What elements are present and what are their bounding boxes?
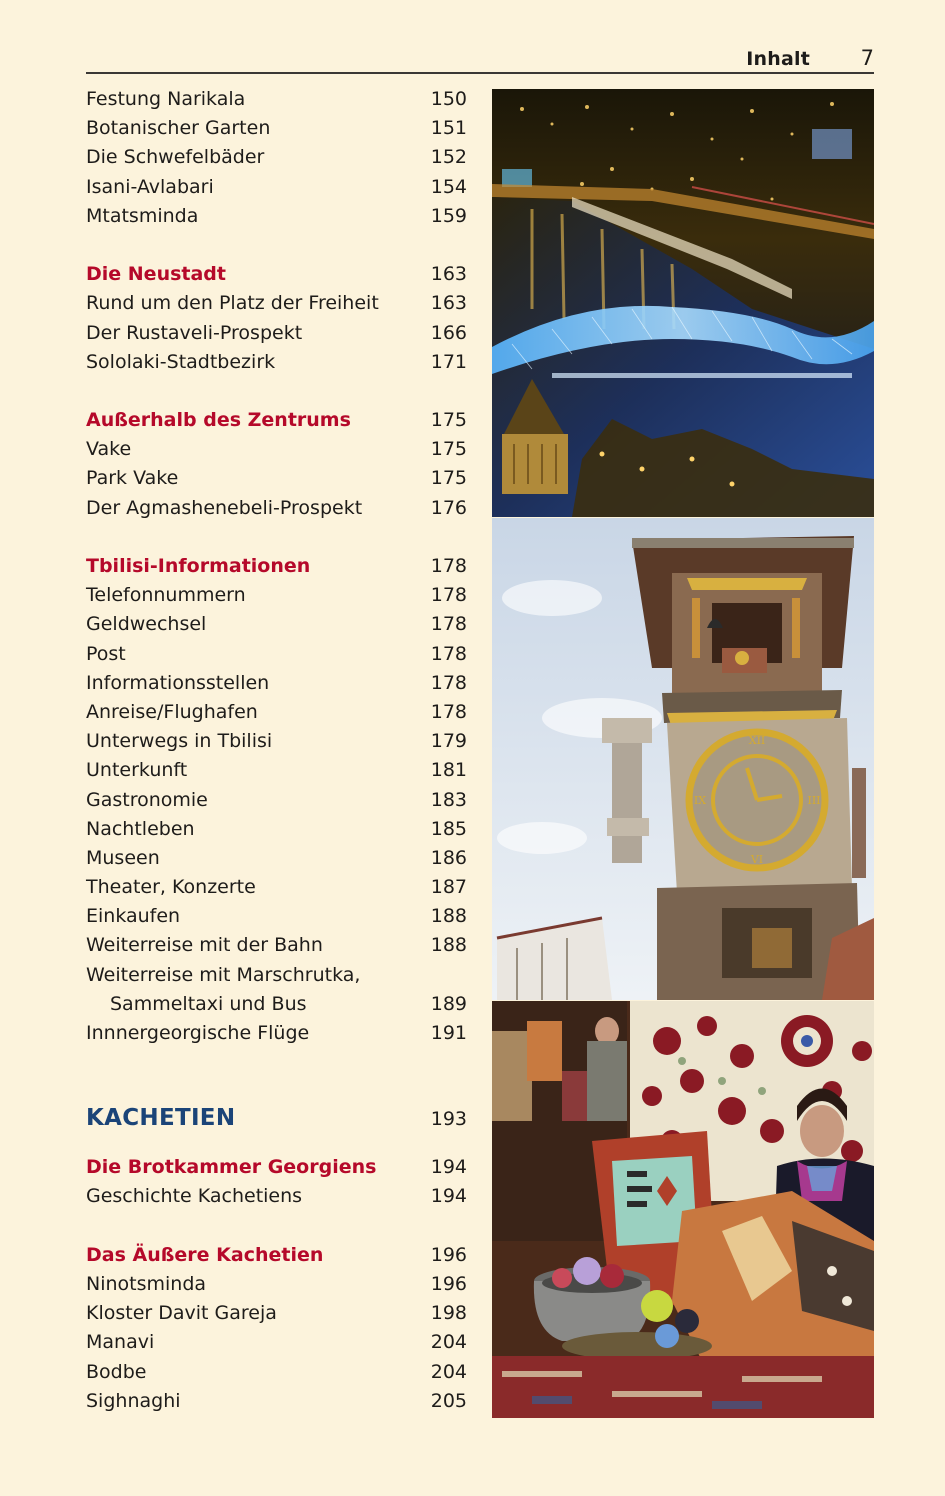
toc-entry[interactable] bbox=[86, 1270, 467, 1299]
toc-entry-title: Manavi bbox=[86, 1331, 155, 1354]
running-head-section: Inhalt bbox=[746, 48, 810, 70]
toc-section-title: Das Äußere Kachetien bbox=[86, 1243, 324, 1266]
toc-entry-title: Weiterreise mit Marschrutka, bbox=[86, 963, 361, 986]
toc-entry-page: 152 bbox=[430, 146, 467, 169]
toc-entry[interactable] bbox=[86, 756, 467, 785]
toc-entry[interactable] bbox=[86, 435, 467, 464]
toc-entry[interactable] bbox=[86, 786, 467, 815]
toc-entry-page: 151 bbox=[430, 117, 467, 140]
toc-entry[interactable] bbox=[86, 815, 467, 844]
toc-section-page: 163 bbox=[430, 263, 467, 286]
toc-entry[interactable] bbox=[86, 143, 467, 172]
toc-entry-page: 178 bbox=[430, 700, 467, 723]
toc-entry-page: 163 bbox=[430, 292, 467, 315]
clock-tower-image bbox=[492, 518, 874, 1000]
toc-entry-title: Ninotsminda bbox=[86, 1272, 207, 1295]
toc-section-heading[interactable] bbox=[86, 260, 467, 289]
toc-entry-page: 178 bbox=[430, 671, 467, 694]
toc-entry[interactable] bbox=[86, 669, 467, 698]
toc-entry[interactable] bbox=[86, 1387, 467, 1416]
toc-entry[interactable] bbox=[86, 640, 467, 669]
toc-entry-page: 181 bbox=[430, 759, 467, 782]
toc-entry-title: Isani-Avlabari bbox=[86, 175, 214, 198]
table-of-contents bbox=[86, 85, 467, 1416]
toc-entry[interactable] bbox=[86, 1299, 467, 1328]
toc-section-heading[interactable] bbox=[86, 552, 467, 581]
toc-entry-title: Weiterreise mit der Bahn bbox=[86, 934, 323, 957]
toc-entry-title: Anreise/Flughafen bbox=[86, 700, 258, 723]
toc-entry-title: Park Vake bbox=[86, 467, 179, 490]
toc-entry-page: 204 bbox=[430, 1360, 467, 1383]
toc-entry[interactable] bbox=[86, 1358, 467, 1387]
toc-entry-title: Einkaufen bbox=[86, 905, 181, 928]
spacer bbox=[86, 231, 467, 260]
toc-entry-page: 176 bbox=[430, 496, 467, 519]
toc-section-heading[interactable] bbox=[86, 1241, 467, 1270]
toc-entry-title: Innnergeorgische Flüge bbox=[86, 1022, 310, 1044]
toc-section-title: Tbilisi-Informationen bbox=[86, 555, 311, 577]
toc-entry[interactable] bbox=[86, 961, 467, 990]
toc-entry-page: 178 bbox=[430, 613, 467, 636]
toc-entry-title: Sammeltaxi und Bus bbox=[110, 992, 307, 1015]
toc-entry-title: Unterkunft bbox=[86, 759, 188, 782]
toc-entry[interactable] bbox=[86, 464, 467, 493]
toc-chapter-title: KACHETIEN bbox=[86, 1105, 236, 1132]
toc-entry-page: 188 bbox=[430, 934, 467, 957]
photo-clock-tower bbox=[492, 518, 874, 1000]
toc-section-heading[interactable] bbox=[86, 1153, 467, 1182]
toc-entry[interactable] bbox=[86, 494, 467, 523]
night-city-image bbox=[492, 89, 874, 517]
toc-entry-title: Informationsstellen bbox=[86, 671, 270, 694]
page-number: 7 bbox=[860, 46, 874, 70]
toc-entry-title: Gastronomie bbox=[86, 788, 208, 811]
toc-entry-title: Geldwechsel bbox=[86, 613, 207, 636]
toc-entry[interactable] bbox=[86, 581, 467, 610]
toc-entry-page: 205 bbox=[430, 1389, 467, 1412]
svg-text:III: III bbox=[807, 794, 821, 807]
spacer bbox=[86, 523, 467, 552]
toc-entry-page: 179 bbox=[430, 730, 467, 753]
toc-entry-title: Telefonnummern bbox=[86, 584, 246, 607]
toc-chapter-heading[interactable] bbox=[86, 1100, 467, 1136]
toc-entry[interactable] bbox=[86, 1019, 467, 1048]
svg-text:IX: IX bbox=[693, 794, 707, 807]
toc-section-title: Die Neustadt bbox=[86, 263, 226, 286]
toc-section-page: 196 bbox=[430, 1243, 467, 1266]
toc-entry-title: Festung Narikala bbox=[86, 88, 246, 110]
toc-chapter-page: 193 bbox=[430, 1108, 467, 1131]
toc-entry[interactable] bbox=[86, 114, 467, 143]
toc-section-page: 194 bbox=[430, 1156, 467, 1179]
toc-entry-page: 178 bbox=[430, 642, 467, 665]
toc-entry-title: Vake bbox=[86, 438, 132, 461]
toc-entry[interactable] bbox=[86, 610, 467, 639]
toc-entry[interactable] bbox=[86, 1328, 467, 1357]
toc-entry-title: Botanischer Garten bbox=[86, 117, 271, 140]
toc-entry-continuation[interactable] bbox=[86, 990, 467, 1019]
toc-entry-page: 175 bbox=[430, 467, 467, 490]
toc-entry-title: Mtatsminda bbox=[86, 204, 199, 227]
spacer bbox=[86, 377, 467, 406]
svg-text:VI: VI bbox=[750, 853, 764, 866]
toc-entry-title: Bodbe bbox=[86, 1360, 147, 1383]
toc-section-title: Die Brotkammer Georgiens bbox=[86, 1156, 377, 1179]
spacer bbox=[86, 1048, 467, 1100]
toc-entry-page: 175 bbox=[430, 438, 467, 461]
toc-section-page: 175 bbox=[430, 409, 467, 432]
toc-section-heading[interactable] bbox=[86, 406, 467, 435]
toc-entry-page: 178 bbox=[430, 584, 467, 607]
toc-entry-page: 194 bbox=[430, 1185, 467, 1208]
toc-entry-title: Der Agmashenebeli-Prospekt bbox=[86, 496, 363, 519]
toc-entry-page: 191 bbox=[430, 1022, 467, 1044]
toc-entry-page: 171 bbox=[430, 350, 467, 373]
toc-entry-title: Die Schwefelbäder bbox=[86, 146, 265, 169]
toc-entry-page: 159 bbox=[430, 204, 467, 227]
toc-entry-page: 183 bbox=[430, 788, 467, 811]
toc-entry-title: Rund um den Platz der Freiheit bbox=[86, 292, 379, 315]
toc-entry[interactable] bbox=[86, 348, 467, 377]
toc-entry[interactable] bbox=[86, 319, 467, 348]
toc-entry-page: 185 bbox=[430, 817, 467, 840]
toc-entry-page: 196 bbox=[430, 1272, 467, 1295]
toc-entry-title: Museen bbox=[86, 846, 160, 869]
toc-entry-page: 189 bbox=[430, 992, 467, 1015]
toc-entry[interactable] bbox=[86, 1182, 467, 1211]
svg-text:XII: XII bbox=[748, 734, 766, 747]
toc-entry-page: 204 bbox=[430, 1331, 467, 1354]
toc-entry-page: 198 bbox=[430, 1302, 467, 1325]
toc-entry-title: Der Rustaveli-Prospekt bbox=[86, 321, 303, 344]
toc-entry[interactable] bbox=[86, 202, 467, 231]
toc-entry[interactable] bbox=[86, 931, 467, 960]
toc-entry[interactable] bbox=[86, 727, 467, 756]
toc-entry-page: 188 bbox=[430, 905, 467, 928]
spacer bbox=[86, 1136, 467, 1153]
toc-entry-page: 166 bbox=[430, 321, 467, 344]
toc-entry[interactable] bbox=[86, 873, 467, 902]
toc-entry-title: Unterwegs in Tbilisi bbox=[86, 730, 273, 753]
toc-entry-title: Kloster Davit Gareja bbox=[86, 1302, 277, 1325]
toc-entry-title: Geschichte Kachetiens bbox=[86, 1185, 303, 1208]
toc-entry-title: Theater, Konzerte bbox=[86, 876, 256, 899]
toc-entry-title: Sighnaghi bbox=[86, 1389, 181, 1412]
toc-entry[interactable] bbox=[86, 844, 467, 873]
toc-entry-page: 186 bbox=[430, 846, 467, 869]
toc-section-page: 178 bbox=[430, 555, 467, 577]
toc-entry[interactable] bbox=[86, 289, 467, 318]
toc-entry[interactable] bbox=[86, 85, 467, 114]
toc-entry-page: 150 bbox=[430, 88, 467, 110]
toc-entry-title: Post bbox=[86, 642, 126, 665]
toc-section-title: Außerhalb des Zentrums bbox=[86, 409, 351, 432]
toc-entry[interactable] bbox=[86, 902, 467, 931]
photo-tbilisi-night-bridge bbox=[492, 89, 874, 517]
toc-entry-page: 187 bbox=[430, 876, 467, 899]
toc-entry[interactable] bbox=[86, 173, 467, 202]
carpet-seller-image bbox=[492, 1001, 874, 1418]
toc-entry[interactable] bbox=[86, 698, 467, 727]
toc-entry-title: Nachtleben bbox=[86, 817, 195, 840]
running-head bbox=[86, 46, 874, 74]
spacer bbox=[86, 1212, 467, 1241]
toc-entry-page: 154 bbox=[430, 175, 467, 198]
photo-carpet-seller bbox=[492, 1001, 874, 1418]
toc-entry-title: Sololaki-Stadtbezirk bbox=[86, 350, 276, 373]
